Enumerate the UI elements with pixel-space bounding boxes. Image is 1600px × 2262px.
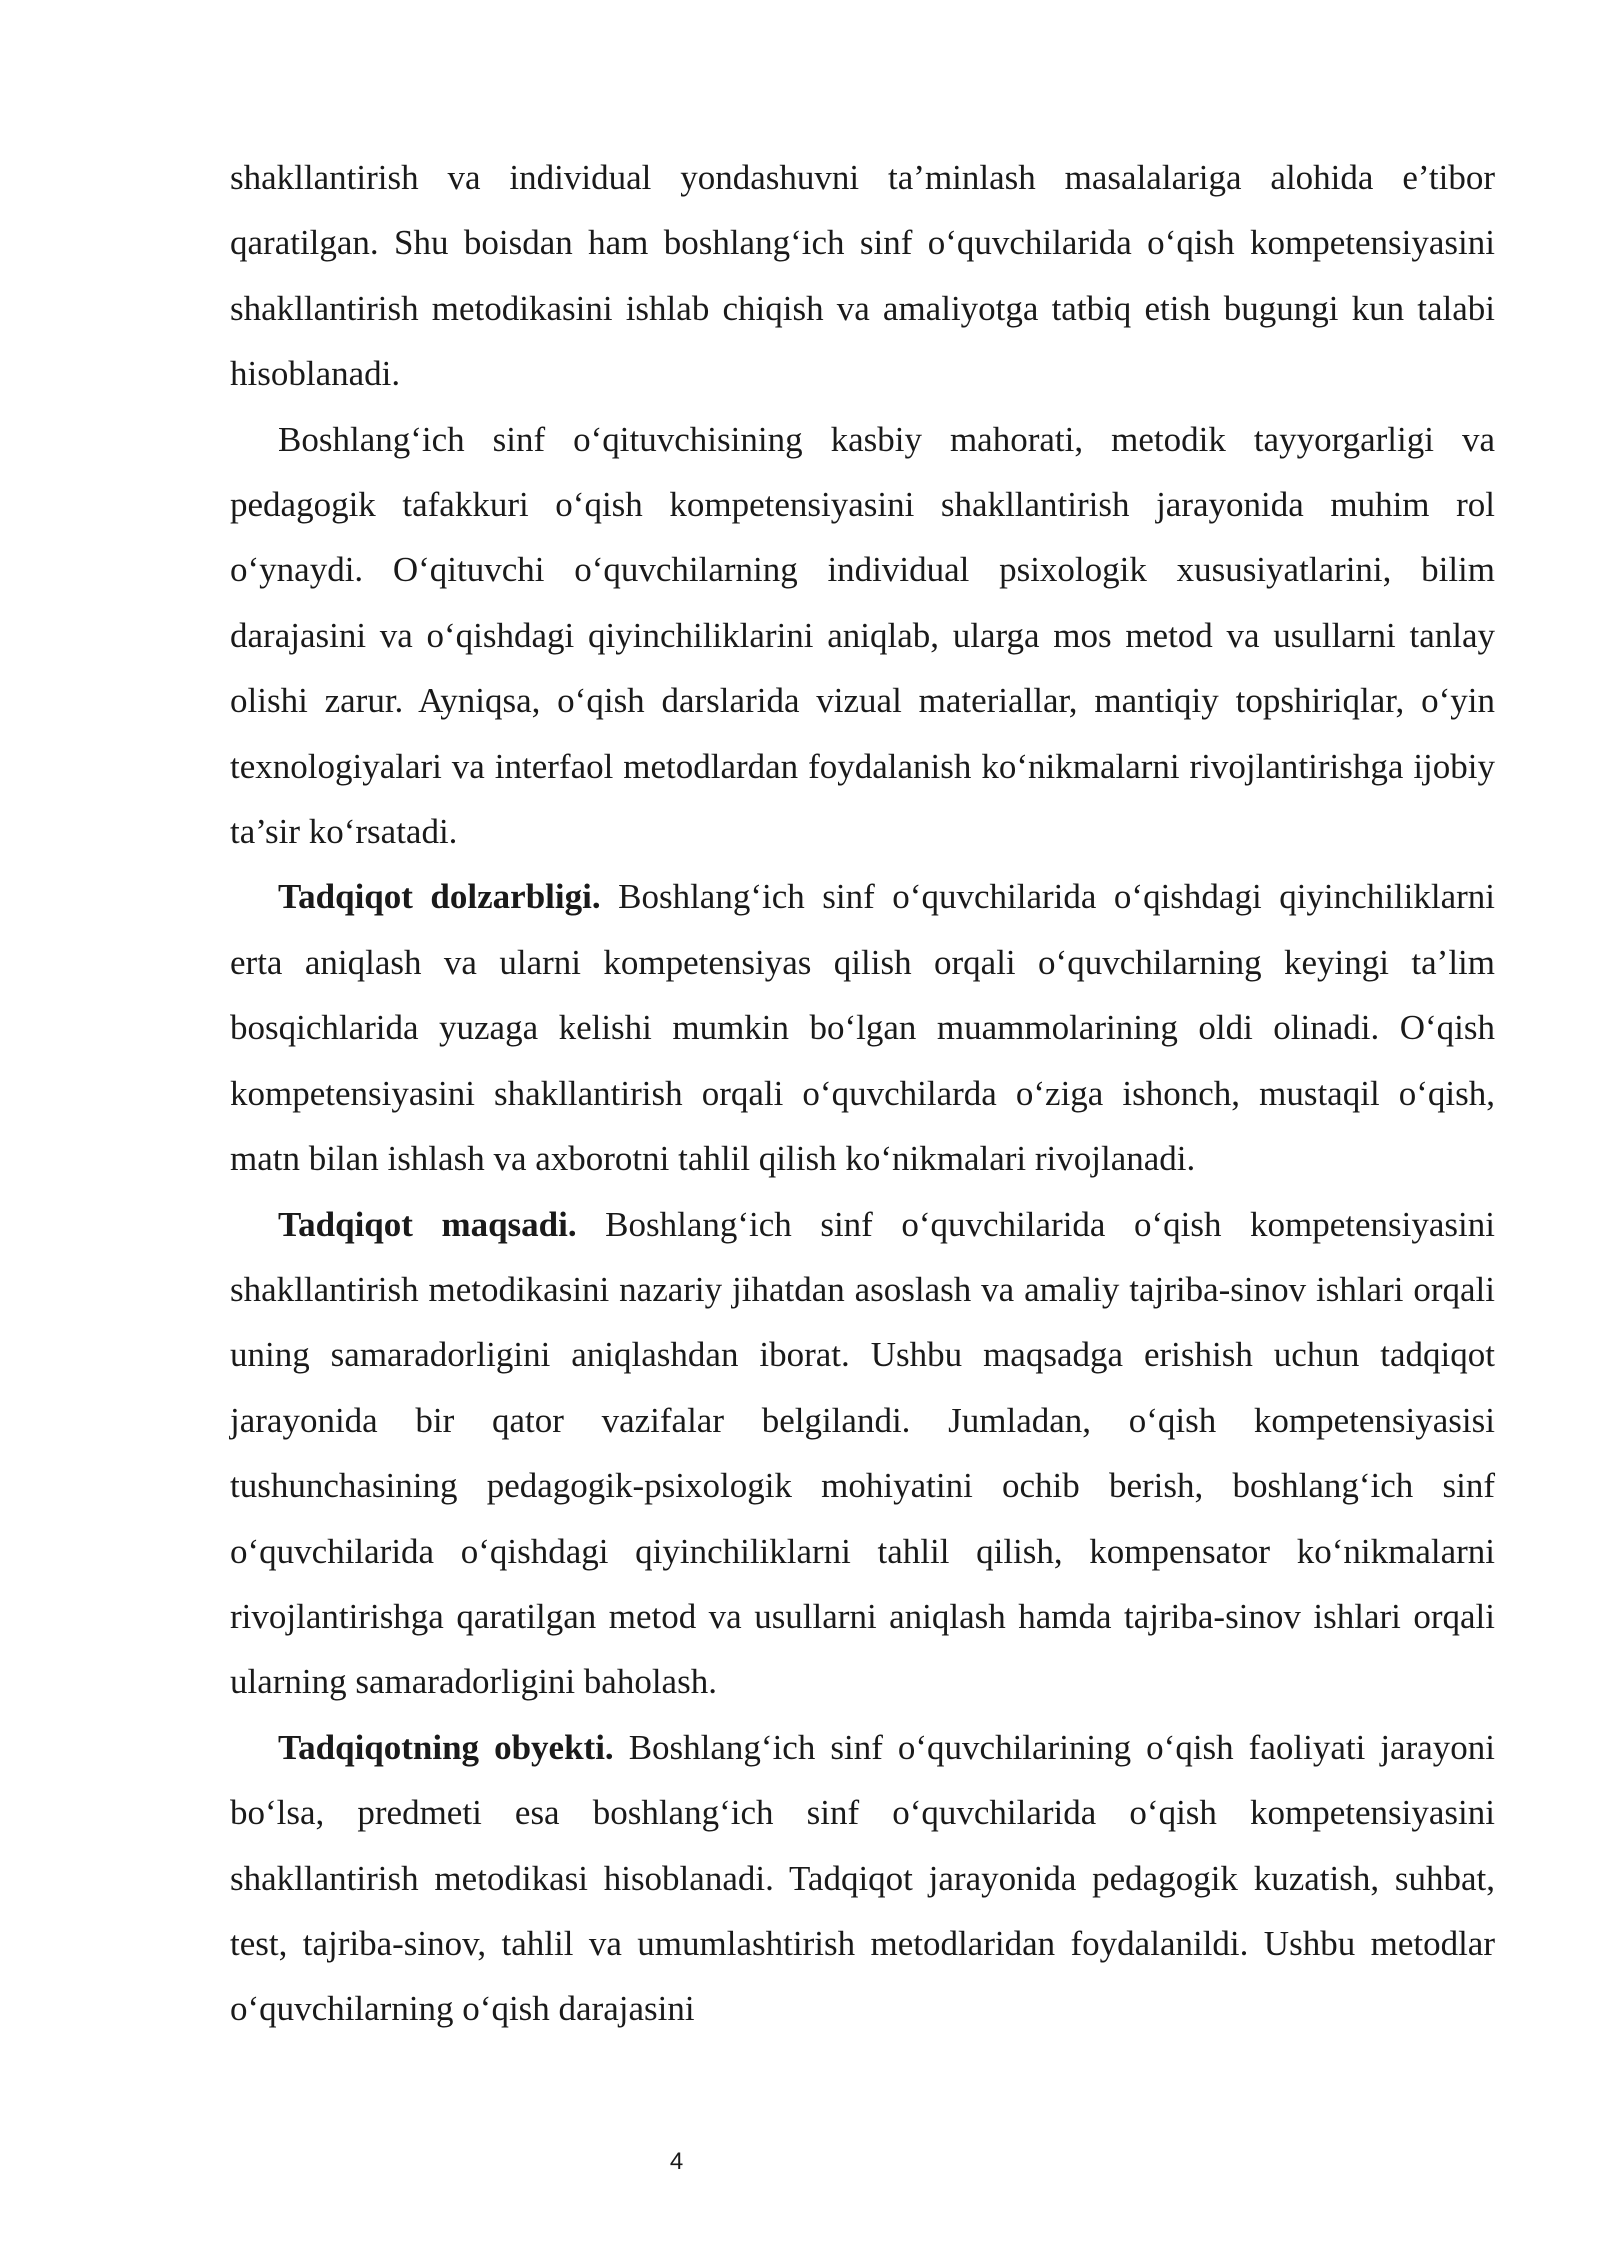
paragraph-text: Boshlang‘ich sinf o‘qituvchisining kasbiy mahorati, metodik tayyorgarligi va pedagogik tafakkuri o‘qish kompetensiyasini shakllantirish jarayonida muhim rol o‘ynaydi. O‘qituvchi o‘quvchilarning individual psixologik xususiyatlarini, bilim darajasini va o‘qishdagi qiyinchiliklarini aniqlab, ularga mos metod va usullarni tanlay olishi zarur. Ayniqsa, o‘qish darslarida vizual materiallar, mantiqiy topshiriqlar, o‘yin texnologiyalari va interfaol metodlardan foydalanish ko‘nikmalarni rivojlantirishga ijobiy ta’sir ko‘rsatadi. [230, 419, 1495, 852]
paragraph-research-object [230, 1715, 1495, 2042]
paragraph-research-relevance [230, 864, 1495, 1191]
paragraph-text: shakllantirish va individual yondashuvni ta’minlash masalalariga alohida e’tibor qaratilgan. Shu boisdan ham boshlang‘ich sinf o‘quvchilarida o‘qish kompetensiyasini shakllantirish metodikasini ishlab chiqish va amaliyotga tatbiq etish bugungi kun talabi hisoblanadi. [230, 158, 1495, 394]
paragraph-text: Boshlang‘ich sinf o‘quvchilarida o‘qishdagi qiyinchiliklarni erta aniqlash va ularni kompetensiyas qilish orqali o‘quvchilarning keyingi ta’lim bosqichlarida yuzaga kelishi mumkin bo‘lgan muammolarining oldi olinadi. O‘qish kompetensiyasini shakllantirish orqali o‘quvchilarda o‘ziga ishonch, mustaqil o‘qish, matn bilan ishlash va axborotni tahlil qilish ko‘nikmalari rivojlanadi. [230, 877, 1496, 1179]
paragraph-teacher-skills [230, 407, 1495, 865]
paragraph-heading: Tadqiqot maqsadi. [278, 1204, 577, 1244]
paragraph-text: Boshlang‘ich sinf o‘quvchilarida o‘qish kompetensiyasini shakllantirish metodikasini nazariy jihatdan asoslash va amaliy tajriba-sinov ishlari orqali uning samaradorligini aniqlashdan iborat. Ushbu maqsadga erishish uchun tadqiqot jarayonida bir qator vazifalar belgilandi. Jumladan, o‘qish kompetensiyasisi tushunchasining pedagogik-psixologik mohiyatini ochib berish, boshlang‘ich sinf o‘quvchilarida o‘qishdagi qiyinchiliklarni tahlil qilish, kompensator ko‘nikmalarni rivojlantirishga qaratilgan metod va usullarni aniqlash hamda tajriba-sinov ishlari orqali ularning samaradorligini baholash. [230, 1204, 1495, 1702]
document-body [230, 145, 1495, 2042]
paragraph-text: Boshlang‘ich sinf o‘quvchilarining o‘qish faoliyati jarayoni bo‘lsa, predmeti esa boshlang‘ich sinf o‘quvchilarida o‘qish kompetensiyasini shakllantirish metodikasi hisoblanadi. Tadqiqot jarayonida pedagogik kuzatish, suhbat, test, tajriba-sinov, tahlil va umumlashtirish metodlaridan foydalanildi. Ushbu metodlar o‘quvchilarning o‘qish darajasini [230, 1727, 1495, 2029]
paragraph-research-goal [230, 1192, 1495, 1715]
page-number: 4 [669, 2148, 684, 2175]
paragraph-heading: Tadqiqot dolzarbligi. [278, 877, 601, 917]
paragraph-heading: Tadqiqotning obyekti. [278, 1727, 614, 1767]
paragraph-intro-continuation [230, 145, 1495, 407]
